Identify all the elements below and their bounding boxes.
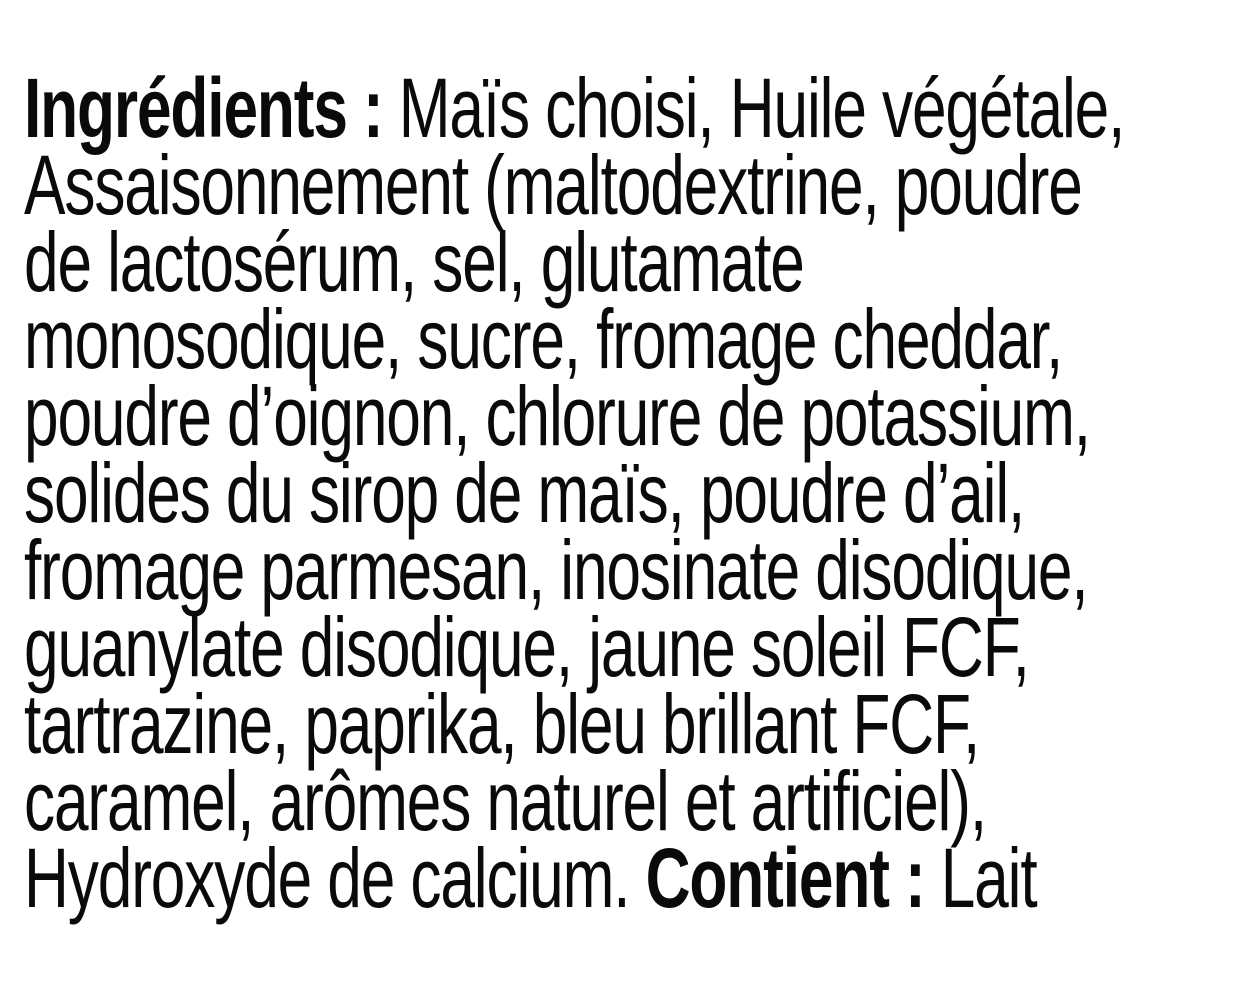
ingredients-line [24, 754, 1258, 848]
ingredients-line [24, 215, 1258, 309]
ingredients-keyword: Ingrédients : [24, 61, 383, 155]
ingredients-line [24, 831, 1258, 925]
ingredients-line [24, 677, 1258, 771]
ingredients-segment: fromage parmesan, inosinate disodique, [24, 523, 1088, 617]
ingredients-segment: de lactosérum, sel, glutamate [24, 215, 804, 309]
ingredients-line [24, 138, 1258, 232]
ingredients-segment: monosodique, sucre, fromage cheddar, [24, 292, 1063, 386]
ingredients-line [24, 61, 1258, 155]
ingredients-line [24, 446, 1258, 540]
ingredients-line [24, 369, 1258, 463]
ingredients-segment: Lait [924, 831, 1037, 925]
ingredients-segment: guanylate disodique, jaune soleil FCF, [24, 600, 1029, 694]
ingredients-segment: tartrazine, paprika, bleu brillant FCF, [24, 677, 980, 771]
ingredients-line [24, 600, 1258, 694]
ingredients-text-block [24, 61, 1258, 925]
ingredients-segment: solides du sirop de maïs, poudre d’ail, [24, 446, 1025, 540]
ingredients-segment: poudre d’oignon, chlorure de potassium, [24, 369, 1090, 463]
ingredients-keyword: Contient : [645, 831, 925, 925]
ingredients-segment: Assaisonnement (maltodextrine, poudre [24, 138, 1082, 232]
ingredients-line [24, 292, 1258, 386]
ingredients-segment: caramel, arômes naturel et artificiel), [24, 754, 986, 848]
ingredients-segment: Maïs choisi, Huile végétale, [382, 61, 1125, 155]
ingredients-line [24, 523, 1258, 617]
ingredients-segment: Hydroxyde de calcium. [24, 831, 646, 925]
